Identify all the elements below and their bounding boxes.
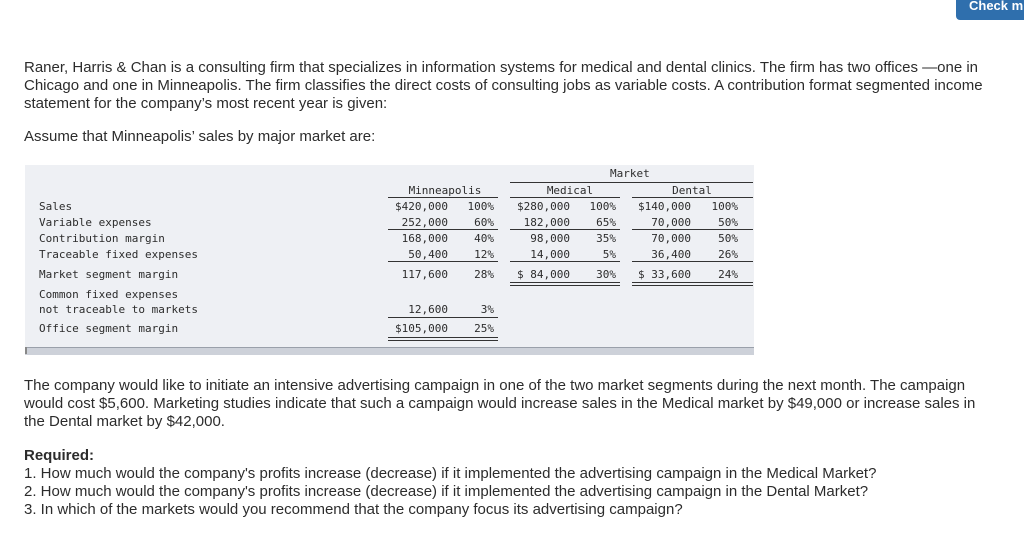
intro-paragraph: Raner, Harris & Chan is a consulting firm that specializes in information systems for medical and dental clinics. The firm has two offices —one in Chicago and one in Minneapolis. The firm classifies the direct costs of consulting jobs as variable costs. A contribution format segmented income statement for the company’s most recent year is given:	[24, 59, 983, 112]
row-label-contribution-margin: Contribution margin	[39, 232, 165, 245]
medical-market-margin-pct: 30%	[596, 268, 616, 281]
dental-traceable: 36,400	[651, 248, 691, 261]
row-label-traceable-fixed: Traceable fixed expenses	[39, 248, 198, 261]
check-my-work-button[interactable]: Check m	[956, 0, 1024, 20]
mpls-traceable-rule	[388, 261, 498, 262]
campaign-paragraph: The company would like to initiate an intensive advertising campaign in one of the two market segments during the next month. The campaign would cost $5,600. Marketing studies indicate that such a campaign would increase sales in the Medical market by $49,000 or increase sales in the Dental market by $42,000.	[24, 377, 976, 430]
medical-variable-rule	[510, 229, 620, 230]
medical-traceable-pct: 5%	[602, 248, 616, 261]
table-footer-bar	[25, 347, 754, 355]
market-header-underline	[510, 182, 753, 183]
row-label-common-fixed: Common fixed expenses	[39, 288, 179, 301]
mpls-sales: $420,000	[395, 200, 448, 213]
dental-sales-pct: 100%	[711, 200, 738, 213]
medical-variable: 182,000	[523, 216, 570, 229]
mpls-variable-rule	[388, 229, 498, 230]
dental-market-margin: $ 33,600	[638, 268, 691, 281]
dental-variable-pct: 50%	[718, 216, 738, 229]
dental-contribution: 70,000	[651, 232, 691, 245]
medical-variable-pct: 65%	[596, 216, 616, 229]
dental-variable: 70,000	[651, 216, 691, 229]
mpls-contribution-pct: 40%	[474, 232, 494, 245]
row-label-variable-expenses: Variable expenses	[39, 216, 152, 229]
medical-header-underline	[510, 197, 620, 198]
mpls-variable-pct: 60%	[474, 216, 494, 229]
dental-traceable-rule	[632, 261, 753, 262]
market-header: Market	[610, 167, 650, 180]
mpls-office-double-rule	[388, 337, 498, 341]
col-header-medical: Medical	[546, 184, 594, 197]
mpls-office-margin: $105,000	[395, 322, 448, 335]
medical-market-margin: $ 84,000	[517, 268, 570, 281]
mpls-header-underline	[388, 197, 498, 198]
dental-market-margin-pct: 24%	[718, 268, 738, 281]
required-title: Required:	[24, 447, 95, 464]
question-1: 1. How much would the company's profits increase (decrease) if it implemented the advertising campaign in the Medical Market?	[24, 465, 877, 482]
mpls-market-margin: 117,600	[401, 268, 448, 281]
mpls-market-margin-pct: 28%	[474, 268, 494, 281]
mpls-office-margin-pct: 25%	[474, 322, 494, 335]
mpls-contribution: 168,000	[401, 232, 448, 245]
mpls-common-fixed-rule	[388, 317, 498, 318]
col-header-dental: Dental	[672, 184, 712, 197]
assume-paragraph: Assume that Minneapolis’ sales by major market are:	[24, 128, 376, 145]
row-label-market-segment-margin: Market segment margin	[39, 268, 179, 281]
medical-contribution: 98,000	[530, 232, 570, 245]
required-section	[24, 447, 984, 519]
row-label-sales: Sales	[39, 200, 73, 213]
mpls-common-fixed-pct: 3%	[480, 303, 494, 316]
dental-traceable-pct: 26%	[718, 248, 738, 261]
question-2: 2. How much would the company's profits increase (decrease) if it implemented the advertising campaign in the Dental Market?	[24, 483, 869, 500]
dental-contribution-pct: 50%	[718, 232, 738, 245]
medical-sales: $280,000	[517, 200, 570, 213]
medical-sales-pct: 100%	[589, 200, 616, 213]
medical-double-rule	[510, 282, 620, 286]
segmented-income-statement	[25, 165, 754, 354]
col-header-minneapolis: Minneapolis	[408, 184, 482, 197]
medical-traceable: 14,000	[530, 248, 570, 261]
mpls-sales-pct: 100%	[467, 200, 494, 213]
question-3: 3. In which of the markets would you recommend that the company focus its advertising campaign?	[24, 501, 683, 518]
mpls-variable: 252,000	[401, 216, 448, 229]
medical-contribution-pct: 35%	[596, 232, 616, 245]
mpls-traceable: 50,400	[408, 248, 448, 261]
mpls-traceable-pct: 12%	[474, 248, 494, 261]
dental-header-underline	[632, 197, 753, 198]
table-footer-tick	[25, 347, 27, 354]
dental-sales: $140,000	[638, 200, 691, 213]
dental-variable-rule	[632, 229, 753, 230]
mpls-common-fixed: 12,600	[408, 303, 448, 316]
row-label-office-segment-margin: Office segment margin	[39, 322, 179, 335]
medical-traceable-rule	[510, 261, 620, 262]
dental-double-rule	[632, 282, 753, 286]
row-label-not-traceable: not traceable to markets	[39, 303, 198, 316]
